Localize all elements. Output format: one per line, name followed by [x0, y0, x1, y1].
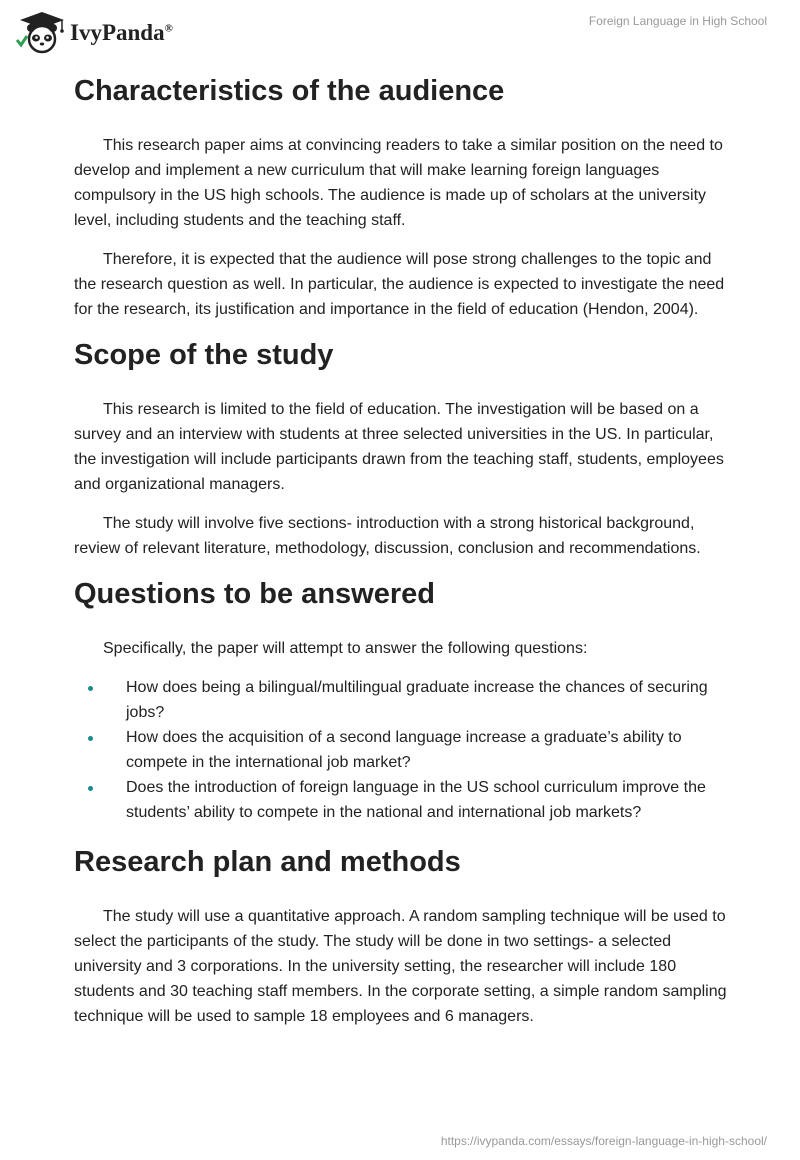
brand-logo[interactable]	[14, 10, 173, 54]
page-header	[0, 0, 800, 66]
bullet-icon	[88, 736, 93, 741]
section-methods	[74, 843, 734, 1029]
bullet-icon	[88, 686, 93, 691]
section-questions	[74, 575, 734, 843]
article-body	[74, 72, 734, 1043]
paragraph: This research is limited to the field of education. The investigation will be based on a survey and an interview with students at three selected universities in the US. In particular, the investigation will include participants drawn from the teaching staff, students, employees and organizational managers.	[74, 401, 724, 493]
section-heading: Scope of the study	[74, 339, 334, 371]
section-heading: Characteristics of the audience	[74, 75, 505, 107]
section-heading: Questions to be answered	[74, 578, 435, 610]
paragraph: Specifically, the paper will attempt to answer the following questions:	[103, 640, 588, 657]
list-item: Does the introduction of foreign language in the US school curriculum improve the students’ ability to compete in the national and international job markets?	[74, 775, 734, 825]
section-heading: Research plan and methods	[74, 846, 461, 878]
paragraph: This research paper aims at convincing readers to take a similar position on the need to develop and implement a new curriculum that will make learning foreign languages compulsory in the US high schools. The audience is made up of scholars at the university level, including students and the teaching staff.	[74, 137, 723, 229]
source-url-link[interactable]: https://ivypanda.com/essays/foreign-language-in-high-school/	[440, 1134, 767, 1148]
paragraph: The study will use a quantitative approach. A random sampling technique will be used to select the participants of the study. The study will be done in two settings- a selected university and 3 corporations. In the university setting, the researcher will include 180 students and 30 teaching staff members. In the corporate setting, a simple random sampling technique will be used to sample 18 employees and 6 managers.	[74, 908, 727, 1025]
paragraph: The study will involve five sections- introduction with a strong historical background, review of relevant literature, methodology, discussion, conclusion and recommendations.	[74, 515, 701, 557]
section-scope	[74, 336, 734, 561]
brand-name: IvyPanda®	[70, 20, 173, 45]
list-item: How does being a bilingual/multilingual graduate increase the chances of securing jobs?	[74, 675, 734, 725]
paragraph: Therefore, it is expected that the audience will pose strong challenges to the topic and the research question as well. In particular, the audience is expected to investigate the need for the research, its justification and importance in the field of education (Hendon, 2004).	[74, 251, 725, 318]
document-title: Foreign Language in High School	[588, 14, 767, 28]
question-list	[74, 675, 734, 825]
panda-logo-icon	[14, 10, 66, 54]
list-item: How does the acquisition of a second language increase a graduate’s ability to compete in the international job market?	[74, 725, 734, 775]
bullet-icon	[88, 786, 93, 791]
section-audience	[74, 72, 734, 322]
